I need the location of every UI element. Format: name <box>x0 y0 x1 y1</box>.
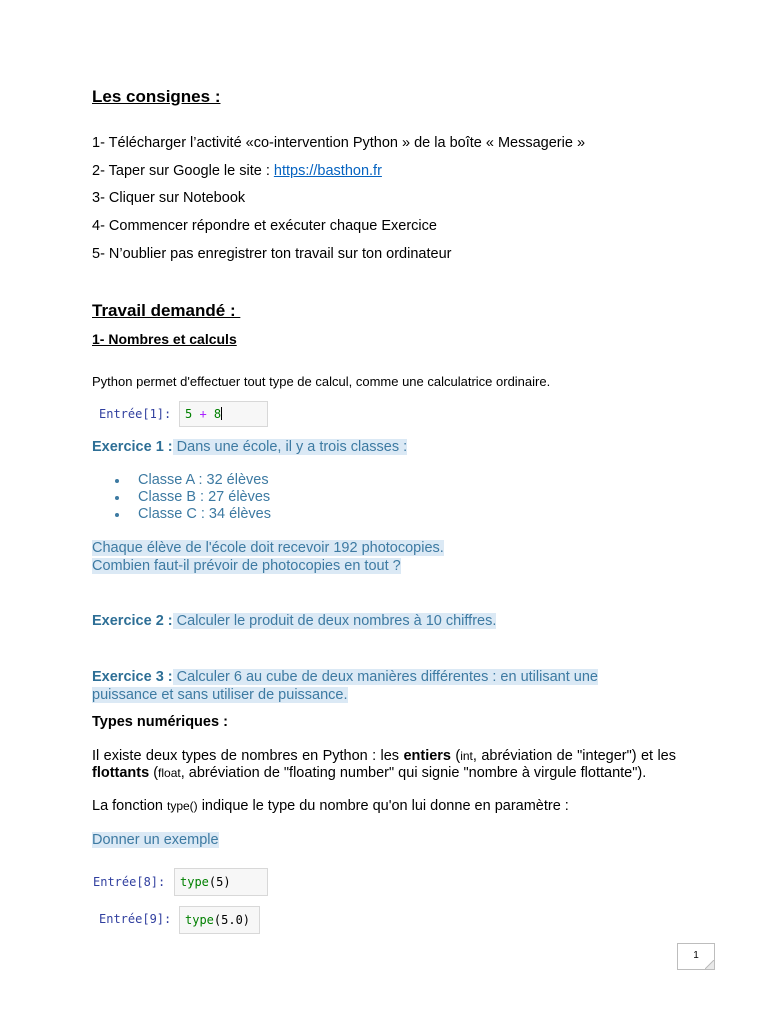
type-function-text: indique le type du nombre qu'on lui donne en paramètre : <box>197 798 569 814</box>
exercice-1-text: Dans une école, il y a trois classes : <box>172 439 408 455</box>
exercice-3-label: Exercice 3 : <box>92 669 173 685</box>
exercice-2 <box>92 612 496 630</box>
cell-8-args: (5) <box>208 875 231 889</box>
list-item <box>92 472 271 489</box>
list-item <box>92 506 271 523</box>
type-function-name: type() <box>166 799 198 813</box>
cell-1-number-b: 8 <box>213 407 222 421</box>
cell-9-args: (5.0) <box>213 913 251 927</box>
list-item-text: Classe B : 27 élèves <box>138 489 271 505</box>
bullet-icon <box>115 496 119 500</box>
cell-8-input[interactable] <box>174 868 268 896</box>
exercice-1 <box>92 438 407 456</box>
exercice-1-label: Exercice 1 : <box>92 439 173 455</box>
exercice-1-line-1: Chaque élève de l'école doit recevoir 192 photocopies. <box>92 540 444 556</box>
list-item <box>92 489 271 506</box>
bullet-icon <box>115 513 119 517</box>
donner-exemple-text: Donner un exemple <box>92 832 219 848</box>
travail-heading: Travail demandé : <box>92 301 241 320</box>
exercice-3-text-2: puissance et sans utiliser de puissance. <box>92 687 348 703</box>
exercice-2-label: Exercice 2 : <box>92 613 173 629</box>
cell-1-prompt: Entrée[1]: <box>99 407 172 421</box>
exercice-1-line-2: Combien faut-il prévoir de photocopies en tout ? <box>92 558 401 574</box>
types-text: , abréviation de "integer") et les <box>472 748 676 764</box>
consigne-item-1: 1- Télécharger l’activité «co-intervention Python » de la boîte « Messagerie » <box>92 135 586 151</box>
flottants-term: flottants <box>92 765 150 781</box>
types-paragraph <box>92 748 676 782</box>
types-text: ( <box>149 765 159 781</box>
exercice-3-text-1: Calculer 6 au cube de deux manières différentes : en utilisant une <box>172 669 598 685</box>
types-text: ( <box>451 748 461 764</box>
types-numeriques-heading: Types numériques : <box>92 714 228 730</box>
consigne-item-4: 4- Commencer répondre et exécuter chaque Exercice <box>92 218 437 234</box>
entiers-term: entiers <box>403 748 451 764</box>
exercice-1-question <box>92 539 444 575</box>
type-function-line <box>92 798 569 814</box>
cell-8-prompt: Entrée[8]: <box>93 875 166 889</box>
exercice-2-text: Calculer le produit de deux nombres à 10 chiffres. <box>172 613 497 629</box>
section-nombres-calculs: 1- Nombres et calculs <box>92 331 237 347</box>
cell-9-function: type <box>185 913 214 927</box>
float-term: float <box>158 766 181 780</box>
basthon-link[interactable]: https://basthon.fr <box>273 163 382 179</box>
list-item-text: Classe C : 34 élèves <box>138 506 271 522</box>
types-text: Il existe deux types de nombres en Python : les <box>92 748 404 764</box>
cell-1-number-a: 5 <box>185 407 193 421</box>
python-intro: Python permet d'effectuer tout type de calcul, comme une calculatrice ordinaire. <box>92 374 551 389</box>
types-text: , abréviation de "floating number" qui signie "nombre à virgule flottante"). <box>180 765 647 781</box>
page-number-box <box>677 943 715 970</box>
int-term: int <box>460 749 473 763</box>
list-item-text: Classe A : 32 élèves <box>138 472 269 488</box>
page-number: 1 <box>693 950 699 961</box>
classes-list <box>92 472 271 523</box>
exercice-3 <box>92 668 598 704</box>
cell-1-operator: + <box>192 407 214 421</box>
consignes-heading: Les consignes : <box>92 87 221 106</box>
consigne-item-2 <box>92 163 382 179</box>
consigne-item-5: 5- N’oublier pas enregistrer ton travail sur ton ordinateur <box>92 246 452 262</box>
bullet-icon <box>115 479 119 483</box>
donner-exemple <box>92 832 219 848</box>
page-fold-icon <box>705 960 714 969</box>
cell-1-input[interactable] <box>179 401 268 427</box>
text-cursor <box>221 407 222 420</box>
consigne-item-3: 3- Cliquer sur Notebook <box>92 190 246 206</box>
consigne-item-2-text: 2- Taper sur Google le site : <box>92 163 274 179</box>
type-function-text: La fonction <box>92 798 167 814</box>
cell-9-prompt: Entrée[9]: <box>99 912 172 926</box>
cell-9-input[interactable] <box>179 906 260 934</box>
cell-8-function: type <box>180 875 209 889</box>
